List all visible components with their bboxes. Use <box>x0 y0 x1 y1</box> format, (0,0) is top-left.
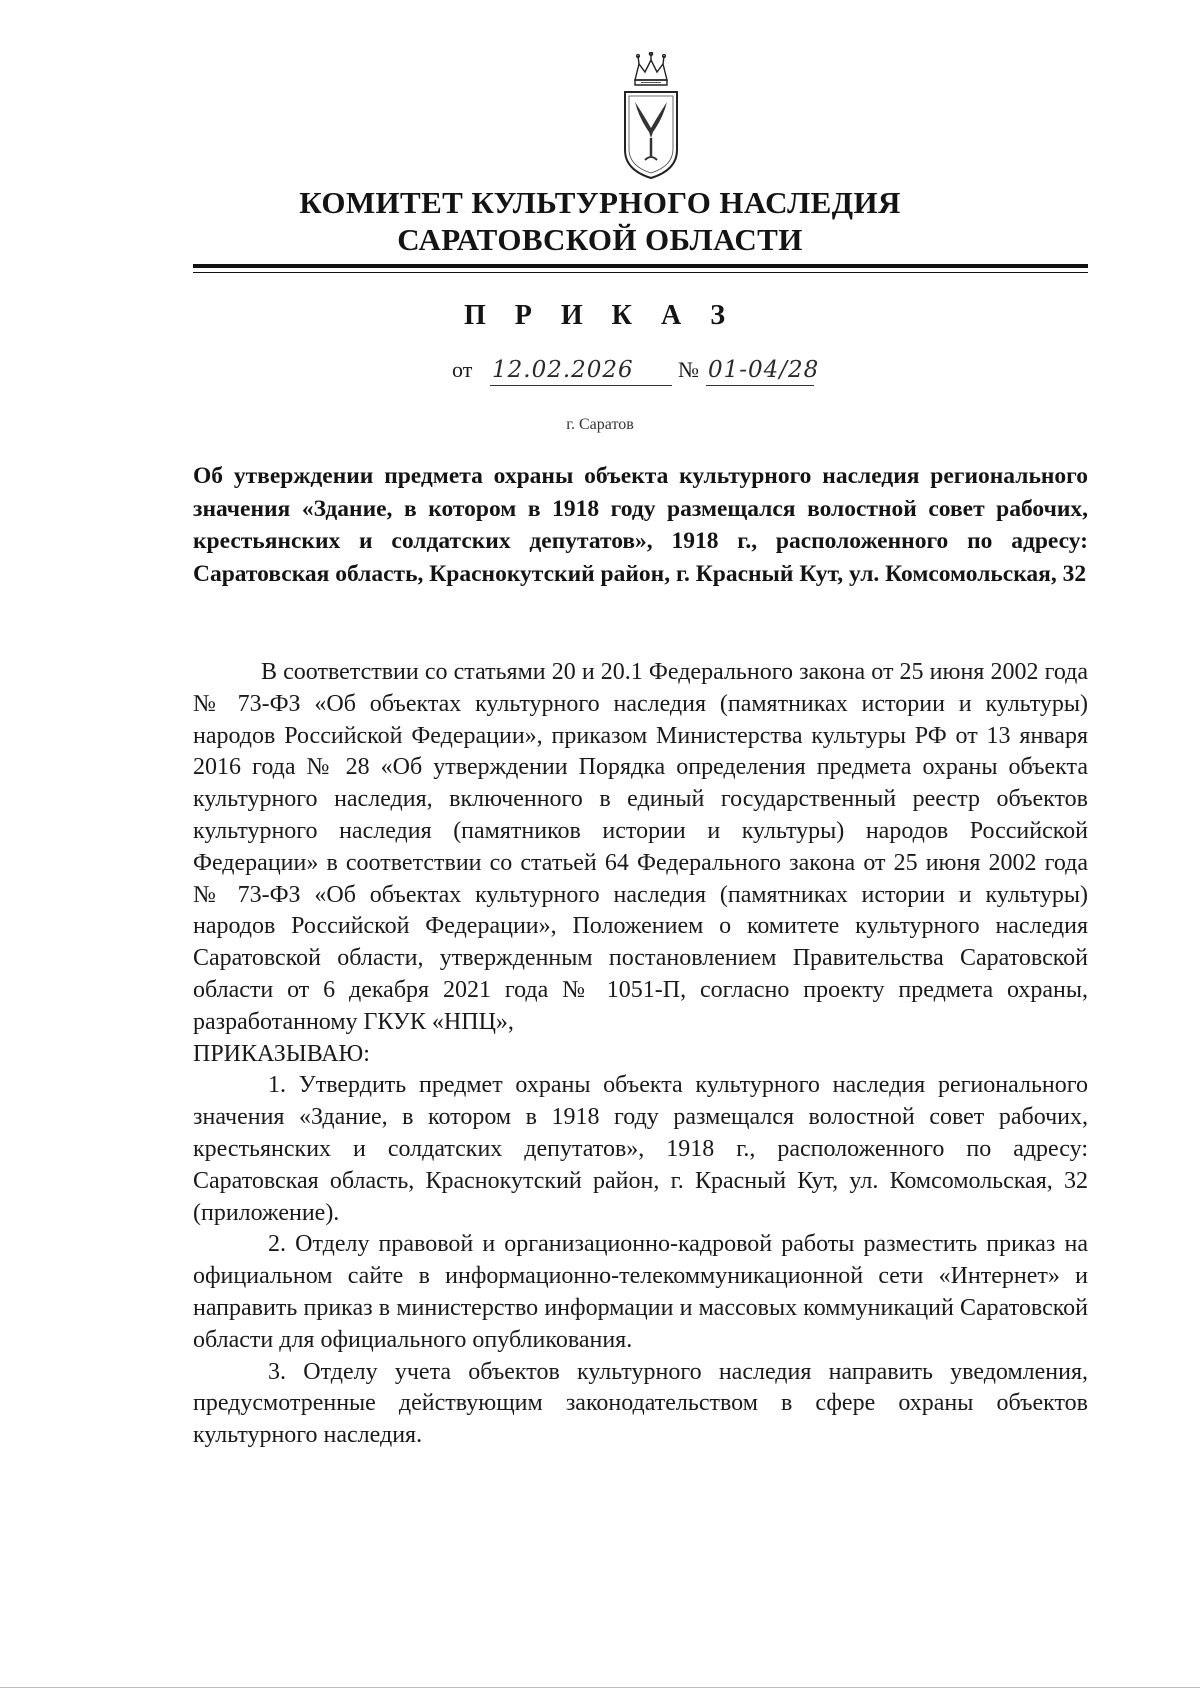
order-item-1: 1. Утвердить предмет охраны объекта культурного наследия регионального значения «Здание, в котором в 1918 году размещался волостной совет рабочих, крестьянских и солдатских депутатов», 1918 г., расположенного по адресу: Саратовская область, Краснокутский район, г. Красный Кут, ул. Комсомольская, 32 (приложение). <box>193 1072 1088 1226</box>
order-item-3: 3. Отделу учета объектов культурного наследия направить уведомления, предусмотренные действующим законодательством в сфере охраны объектов культурного наследия. <box>193 1358 1088 1449</box>
order-subject-heading: Об утверждении предмета охраны объекта культурного наследия регионального значения «Здание, в котором в 1918 году размещался волостной совет рабочих, крестьянских и солдатских депутатов», 1918 г., расположенного по адресу: Саратовская область, Краснокутский район, г. Красный Кут, ул. Комсомольская, 32 <box>193 463 1088 587</box>
scan-edge-line <box>0 1687 1200 1688</box>
preamble-paragraph: В соответствии со статьями 20 и 20.1 Федерального закона от 25 июня 2002 года № 73-ФЗ «Об объектах культурного наследия (памятниках истории и культуры) народов Российской Федерации», приказом Министерства культуры РФ от 13 января 2016 года № 28 «Об утверждении Порядка определения предмета охраны объекта культурного наследия, включенного в единый государственный реестр объектов культурного наследия (памятников истории и культуры) народов Российской Федерации» в соответствии со статьей 64 Федерального закона от 25 июня 2002 года № 73-ФЗ «Об объектах культурного наследия (памятниках истории и культуры) народов Российской Федерации», Положением о комитете культурного наследия Саратовской области, утвержденным постановлением Правительства Саратовской области от 6 декабря 2021 года № 1051-П, согласно проекту предмета охраны, разработанному ГКУК «НПЦ», <box>193 659 1088 1035</box>
order-directive-word: ПРИКАЗЫВАЮ: <box>193 1040 370 1067</box>
number-label: № <box>678 357 699 382</box>
document-type-title: П Р И К А З <box>464 300 736 331</box>
header-divider-thick <box>193 264 1088 268</box>
handwritten-date: 12.02.2026 <box>492 357 634 383</box>
date-label: от <box>452 357 473 382</box>
handwritten-number: 01-04/28 <box>708 357 820 383</box>
order-date-number-line <box>452 357 892 389</box>
organization-name-line2: САРАТОВСКОЙ ОБЛАСТИ <box>397 222 803 257</box>
city-of-issue: г. Саратов <box>566 416 634 433</box>
order-body <box>193 657 1088 1452</box>
header-divider-thin <box>193 272 1088 273</box>
order-item-2: 2. Отделу правовой и организационно-кадровой работы разместить приказ на официальном сайте в информационно-телекоммуникационной сети «Интернет» и направить приказ в министерство информации и массовых коммуникаций Саратовской области для официального опубликования. <box>193 1231 1088 1353</box>
coat-of-arms-icon <box>621 52 681 180</box>
organization-name-line1: КОМИТЕТ КУЛЬТУРНОГО НАСЛЕДИЯ <box>299 185 901 220</box>
